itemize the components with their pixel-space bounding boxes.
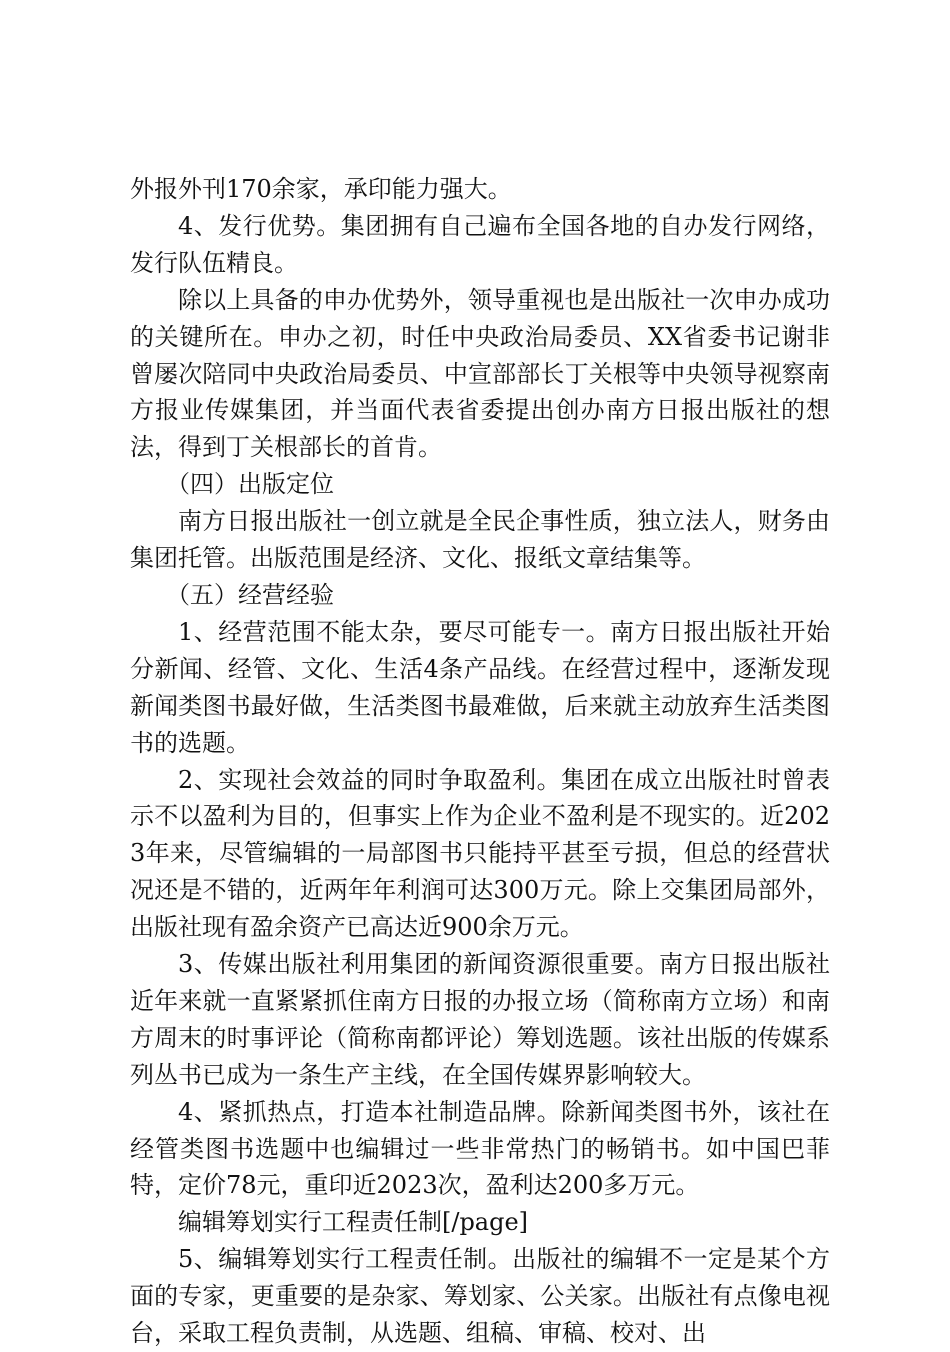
paragraph-7: 1、经营范围不能太杂，要尽可能专一。南方日报出版社开始分新闻、经管、文化、生活4条产品线。在经营过程中，逐渐发现新闻类图书最好做，生活类图书最难做，后来就主动放弃生活类图书的选题。: [130, 617, 830, 757]
section-heading-4: （四）出版定位: [166, 470, 334, 499]
paragraph-10: 4、紧抓热点，打造本社制造品牌。除新闻类图书外，该社在经管类图书选题中也编辑过一些非常热门的畅销书。如中国巴菲特，定价78元，重印近2023次，盈利达200多万元。: [130, 1097, 830, 1200]
paragraph-5: 南方日报出版社一创立就是全民企事性质，独立法人，财务由集团托管。出版范围是经济、文化、报纸文章结集等。: [130, 507, 830, 573]
paragraph-2: 4、发行优势。集团拥有自己遍布全国各地的自办发行网络，发行队伍精良。: [130, 211, 830, 277]
section-heading-5: （五）经营经验: [166, 580, 334, 609]
paragraph-1: 外报外刊170余家，承印能力强大。: [130, 175, 512, 203]
paragraph-11: 编辑筹划实行工程责任制[/page]: [178, 1208, 529, 1237]
document-body: [130, 171, 830, 1352]
paragraph-8: 2、实现社会效益的同时争取盈利。集团在成立出版社时曾表示不以盈利为目的，但事实上作为企业不盈利是不现实的。近2023年来，尽管编辑的一局部图书只能持平甚至亏损，但总的经营状况还是不错的，近两年年利润可达300万元。除上交集团局部外，出版社现有盈余资产已高达近900余万元。: [130, 765, 830, 942]
paragraph-9: 3、传媒出版社利用集团的新闻资源很重要。南方日报出版社近年来就一直紧紧抓住南方日报的办报立场（简称南方立场）和南方周末的时事评论（简称南都评论）筹划选题。该社出版的传媒系列丛书已成为一条生产主线，在全国传媒界影响较大。: [130, 950, 830, 1089]
paragraph-12: 5、编辑筹划实行工程责任制。出版社的编辑不一定是某个方面的专家，更重要的是杂家、筹划家、公关家。出版社有点像电视台，采取工程负责制，从选题、组稿、审稿、校对、出: [130, 1245, 830, 1348]
paragraph-3: 除以上具备的申办优势外，领导重视也是出版社一次申办成功的关键所在。申办之初，时任中央政治局委员、XX省委书记谢非曾屡次陪同中央政治局委员、中宣部部长丁关根等中央领导视察南方报业传媒集团，并当面代表省委提出创办南方日报出版社的想法，得到丁关根部长的首肯。: [130, 285, 830, 462]
